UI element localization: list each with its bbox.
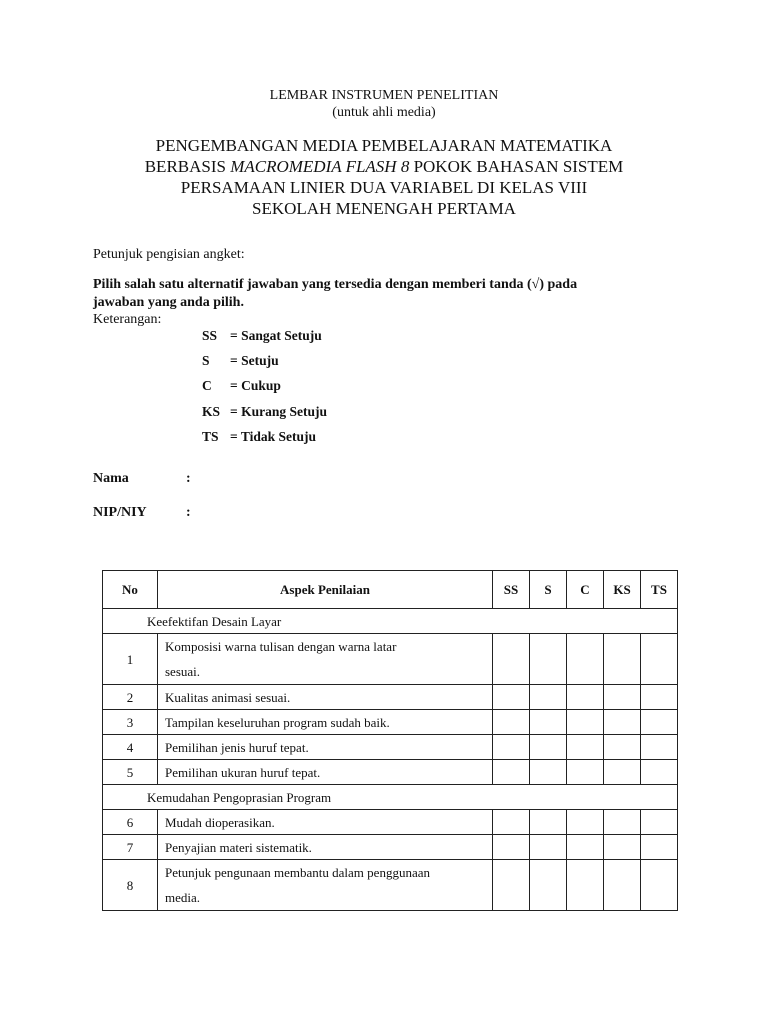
table-row [103,634,678,685]
rating-cell-ss[interactable] [493,810,530,835]
row-number: 1 [103,634,158,685]
rating-cell-ss[interactable] [493,685,530,710]
rating-cell-ks[interactable] [604,710,641,735]
rating-cell-ks[interactable] [604,634,641,685]
row-aspect: Pemilihan ukuran huruf tepat. [158,760,493,785]
rating-cell-s[interactable] [530,810,567,835]
rating-cell-ts[interactable] [641,810,678,835]
nip-colon: : [186,505,191,520]
row-number: 2 [103,685,158,710]
rating-cell-c[interactable] [567,810,604,835]
table-header-row [103,571,678,609]
research-title-line1: PENGEMBANGAN MEDIA PEMBELAJARAN MATEMATIKA [155,136,613,155]
rating-cell-ks[interactable] [604,835,641,860]
rating-cell-ks[interactable] [604,760,641,785]
header-c: C [567,571,604,609]
legend-label: Keterangan: [93,312,162,327]
legend-code: KS [202,404,221,419]
instructions-text-line1: Pilih salah satu alternatif jawaban yang tersedia dengan memberi tanda (√) pada [93,277,578,292]
name-label: Nama [93,471,129,486]
rating-cell-s[interactable] [530,710,567,735]
table-row [103,810,678,835]
row-number: 3 [103,710,158,735]
row-number: 5 [103,760,158,785]
rating-cell-ts[interactable] [641,634,678,685]
rating-cell-ts[interactable] [641,835,678,860]
table-row [103,710,678,735]
rating-cell-s[interactable] [530,634,567,685]
research-title-line3: PERSAMAAN LINIER DUA VARIABEL DI KELAS VIII [180,178,588,197]
row-aspect: Petunjuk pengunaan membantu dalam penggunaan media. [158,860,493,911]
legend-desc: = Kurang Setuju [230,404,327,419]
form-subheading: (untuk ahli media) [332,105,436,120]
row-number: 4 [103,735,158,760]
row-number: 8 [103,860,158,911]
legend-code: C [202,378,212,393]
legend-desc: = Sangat Setuju [230,328,322,343]
header-ts: TS [641,571,678,609]
row-aspect: Mudah dioperasikan. [158,810,493,835]
rating-cell-s[interactable] [530,735,567,760]
rating-cell-ks[interactable] [604,735,641,760]
assessment-table [102,570,678,911]
rating-cell-ss[interactable] [493,634,530,685]
nip-label: NIP/NIY [93,505,147,520]
legend-desc: = Cukup [230,378,281,393]
rating-cell-c[interactable] [567,710,604,735]
header-no: No [103,571,158,609]
rating-cell-c[interactable] [567,860,604,911]
instructions-text-line2: jawaban yang anda pilih. [93,295,244,310]
research-title-line2: BERBASIS MACROMEDIA FLASH 8 POKOK BAHASAN SISTEM [144,157,624,176]
table-row [103,760,678,785]
legend-desc: = Setuju [230,353,279,368]
rating-cell-ks[interactable] [604,860,641,911]
form-heading: LEMBAR INSTRUMEN PENELITIAN [269,88,499,103]
rating-cell-ts[interactable] [641,735,678,760]
rating-cell-c[interactable] [567,835,604,860]
rating-cell-ts[interactable] [641,685,678,710]
table-row [103,685,678,710]
rating-cell-c[interactable] [567,760,604,785]
instructions-label: Petunjuk pengisian angket: [93,247,245,262]
row-aspect: Kualitas animasi sesuai. [158,685,493,710]
row-aspect: Pemilihan jenis huruf tepat. [158,735,493,760]
rating-cell-s[interactable] [530,685,567,710]
rating-cell-ss[interactable] [493,835,530,860]
rating-cell-ks[interactable] [604,685,641,710]
row-aspect: Tampilan keseluruhan program sudah baik. [158,710,493,735]
rating-cell-ts[interactable] [641,710,678,735]
section-title: Kemudahan Pengoprasian Program [103,785,678,810]
rating-cell-ss[interactable] [493,710,530,735]
section-title: Keefektifan Desain Layar [103,609,678,634]
row-number: 6 [103,810,158,835]
row-aspect: Penyajian materi sistematik. [158,835,493,860]
research-title-line4: SEKOLAH MENENGAH PERTAMA [252,199,516,218]
rating-cell-s[interactable] [530,835,567,860]
table-row [103,835,678,860]
name-colon: : [186,471,191,486]
rating-cell-s[interactable] [530,760,567,785]
legend-code: S [202,353,210,368]
rating-cell-ts[interactable] [641,760,678,785]
legend-desc: = Tidak Setuju [230,429,316,444]
section-row [103,785,678,810]
rating-cell-c[interactable] [567,735,604,760]
rating-cell-ts[interactable] [641,860,678,911]
header-ss: SS [493,571,530,609]
legend-code: SS [202,328,218,343]
table-row [103,860,678,911]
row-aspect: Komposisi warna tulisan dengan warna latar sesuai. [158,634,493,685]
section-row [103,609,678,634]
rating-cell-ss[interactable] [493,860,530,911]
rating-cell-ks[interactable] [604,810,641,835]
table-row [103,735,678,760]
rating-cell-s[interactable] [530,860,567,911]
rating-cell-ss[interactable] [493,760,530,785]
header-s: S [530,571,567,609]
legend-code: TS [202,429,219,444]
rating-cell-ss[interactable] [493,735,530,760]
rating-cell-c[interactable] [567,685,604,710]
rating-cell-c[interactable] [567,634,604,685]
row-number: 7 [103,835,158,860]
header-aspect: Aspek Penilaian [158,571,493,609]
header-ks: KS [604,571,641,609]
